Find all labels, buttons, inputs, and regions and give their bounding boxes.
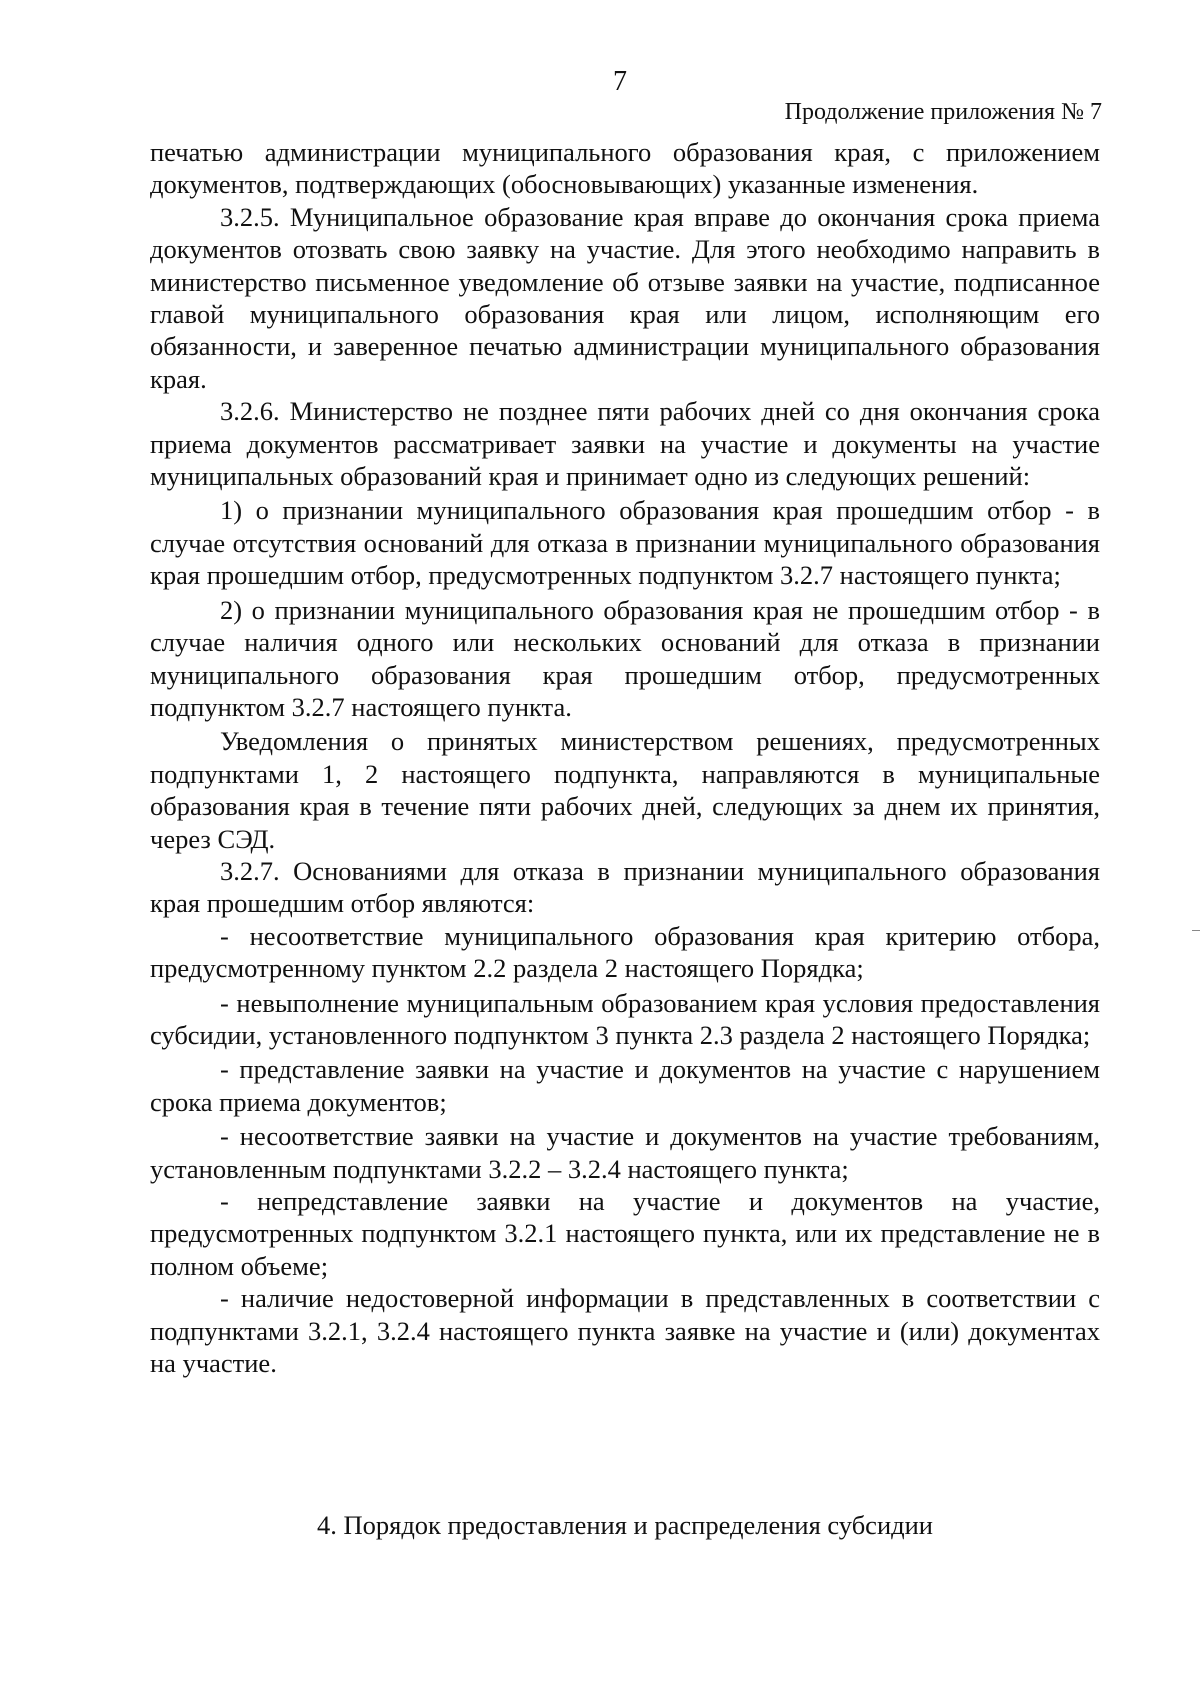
list-item-decision-2: 2) о признании муниципального образования края не прошедшим отбор - в случае наличия одного или нескольких оснований для отказа в признании муниципального образования края прошедшим отбор, предусмотренных подпунктом 3.2.7 настоящего пункта.	[150, 594, 1100, 722]
list-item-ground-1: - несоответствие муниципального образования края критерию отбора, предусмотренному пунктом 2.2 раздела 2 настоящего Порядка;	[150, 920, 1100, 984]
page-number: 7	[613, 66, 627, 97]
paragraph-3-2-7: 3.2.7. Основаниями для отказа в признании муниципального образования края прошедшим отбор являются:	[150, 855, 1100, 919]
list-item-ground-4: - несоответствие заявки на участие и документов на участие требованиям, установленным подпунктами 3.2.2 – 3.2.4 настоящего пункта;	[150, 1121, 1100, 1184]
list-item-ground-6: - наличие недостоверной информации в представленных в соответствии с подпунктами 3.2.1, 3.2.4 настоящего пункта заявке на участие и (или) документах на участие.	[150, 1283, 1100, 1379]
paragraph-notifications: Уведомления о принятых министерством решениях, предусмотренных подпунктами 1, 2 настоящего подпункта, направляются в муниципальные образования края в течение пяти рабочих дней, следующих за днем их принятия, через СЭД.	[150, 726, 1100, 854]
paragraph-3-2-5: 3.2.5. Муниципальное образование края вправе до окончания срока приема документов отозвать свою заявку на участие. Для этого необходимо направить в министерство письменное уведомление об отзыве заявки на участие, подписанное главой муниципального образования края или лицом, исполняющим его обязанности, и заверенное печатью администрации муниципального образования края.	[150, 201, 1100, 394]
margin-mark	[1192, 930, 1200, 931]
section-heading: 4. Порядок предоставления и распределения субсидии	[317, 1510, 933, 1540]
continuation-note: Продолжение приложения № 7	[784, 99, 1102, 125]
list-item-ground-3: - представление заявки на участие и документов на участие с нарушением срока приема документов;	[150, 1054, 1100, 1117]
list-item-ground-2: - невыполнение муниципальным образованием края условия предоставления субсидии, установленного подпунктом 3 пункта 2.3 раздела 2 настоящего Порядка;	[150, 987, 1100, 1050]
list-item-decision-1: 1) о признании муниципального образования края прошедшим отбор - в случае отсутствия оснований для отказа в признании муниципального образования края прошедшим отбор, предусмотренных подпунктом 3.2.7 настоящего пункта;	[150, 495, 1100, 591]
paragraph-continued: печатью администрации муниципального образования края, с приложением документов, подтверждающих (обосновывающих) указанные изменения.	[150, 137, 1100, 200]
document-body	[150, 136, 1100, 1379]
list-item-ground-5: - непредставление заявки на участие и документов на участие, предусмотренных подпунктом 3.2.1 настоящего пункта, или их представление не в полном объеме;	[150, 1186, 1100, 1281]
paragraph-3-2-6: 3.2.6. Министерство не позднее пяти рабочих дней со дня окончания срока приема документов рассматривает заявки на участие и документы на участие муниципальных образований края и принимает одно из следующих решений:	[150, 396, 1100, 492]
